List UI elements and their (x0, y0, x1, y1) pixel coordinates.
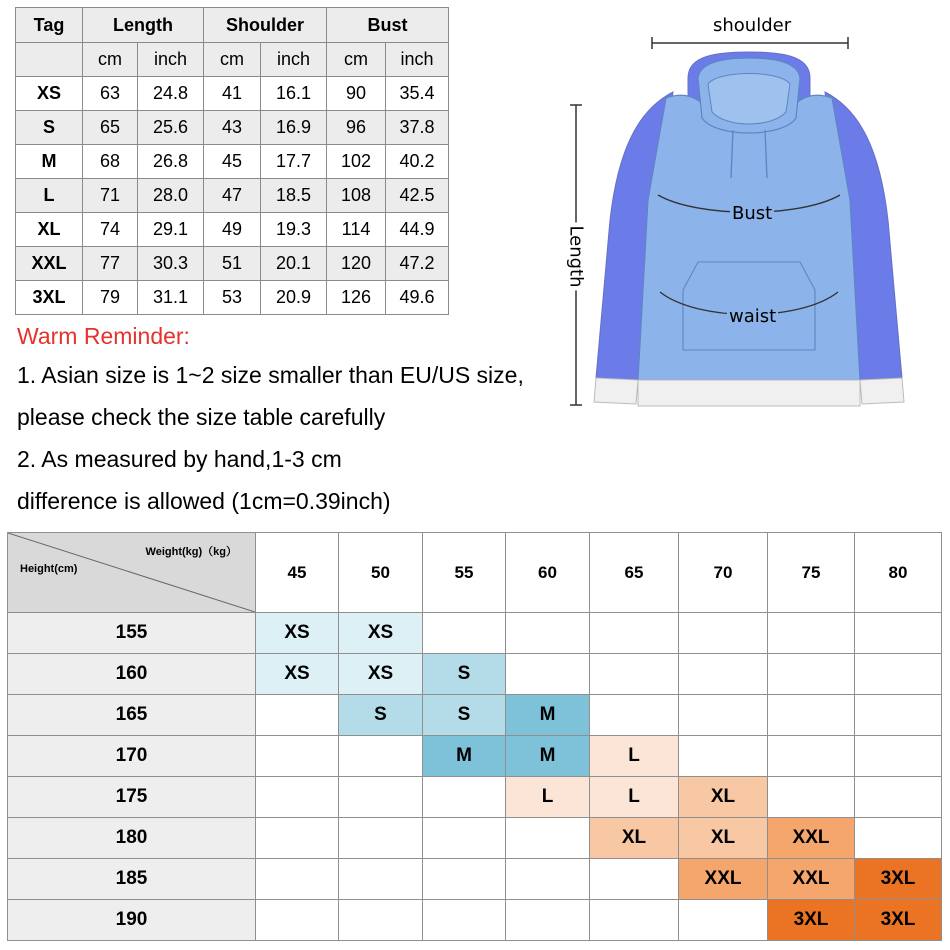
size-value-cell: 40.2 (386, 145, 449, 179)
size-value-cell: 114 (327, 213, 386, 247)
height-label: 160 (8, 654, 256, 695)
size-recommendation-cell (256, 695, 339, 736)
unit-cell: cm (204, 43, 261, 77)
size-tag: XXL (16, 247, 83, 281)
size-recommendation-cell: XXL (768, 859, 855, 900)
size-value-cell: 71 (83, 179, 138, 213)
size-tag: 3XL (16, 281, 83, 315)
size-value-cell: 35.4 (386, 77, 449, 111)
size-table-header-shoulder: Shoulder (204, 8, 327, 43)
size-recommendation-cell: XS (339, 613, 423, 654)
bust-label: Bust (732, 203, 773, 224)
size-recommendation-cell: XL (679, 818, 768, 859)
height-label: 165 (8, 695, 256, 736)
reminder-line-2: please check the size table carefully (17, 404, 386, 430)
height-row-190 (8, 900, 942, 941)
size-table-header-tag: Tag (16, 8, 83, 43)
height-row-180 (8, 818, 942, 859)
size-value-cell: 45 (204, 145, 261, 179)
unit-cell-empty (16, 43, 83, 77)
size-table-header-bust: Bust (327, 8, 449, 43)
size-row-xxl (16, 247, 449, 281)
size-tag: XL (16, 213, 83, 247)
size-value-cell: 43 (204, 111, 261, 145)
size-recommendation-cell (590, 695, 679, 736)
waist-label: waist (729, 306, 777, 327)
size-recommendation-cell (256, 818, 339, 859)
size-value-cell: 25.6 (138, 111, 204, 145)
weight-axis-label: Weight(kg)（kg） (145, 546, 237, 558)
size-value-cell: 24.8 (138, 77, 204, 111)
size-recommendation-cell (590, 900, 679, 941)
weight-header-75: 75 (768, 533, 855, 613)
weight-header-45: 45 (256, 533, 339, 613)
unit-cell: inch (138, 43, 204, 77)
size-value-cell: 47.2 (386, 247, 449, 281)
size-recommendation-cell: S (423, 654, 506, 695)
size-value-cell: 102 (327, 145, 386, 179)
size-value-cell: 41 (204, 77, 261, 111)
size-recommendation-cell (339, 777, 423, 818)
size-recommendation-cell: XXL (768, 818, 855, 859)
length-label: Length (566, 222, 587, 290)
size-value-cell: 49.6 (386, 281, 449, 315)
size-recommendation-cell (590, 613, 679, 654)
size-row-xs (16, 77, 449, 111)
reminder-line-4: difference is allowed (1cm=0.39inch) (17, 488, 391, 514)
unit-cell: inch (261, 43, 327, 77)
size-recommendation-cell: L (590, 736, 679, 777)
size-value-cell: 96 (327, 111, 386, 145)
size-row-xl (16, 213, 449, 247)
size-recommendation-cell (339, 859, 423, 900)
size-recommendation-cell (768, 654, 855, 695)
size-tag: XS (16, 77, 83, 111)
size-value-cell: 68 (83, 145, 138, 179)
size-value-cell: 120 (327, 247, 386, 281)
size-value-cell: 42.5 (386, 179, 449, 213)
shoulder-label: shoulder (713, 15, 792, 36)
size-value-cell: 126 (327, 281, 386, 315)
size-table-units-row (16, 43, 449, 77)
size-value-cell: 49 (204, 213, 261, 247)
size-recommendation-cell (768, 613, 855, 654)
height-label: 175 (8, 777, 256, 818)
unit-cell: cm (327, 43, 386, 77)
height-row-185 (8, 859, 942, 900)
size-tag: L (16, 179, 83, 213)
weight-header-50: 50 (339, 533, 423, 613)
size-recommendation-cell (679, 900, 768, 941)
size-recommendation-cell (768, 695, 855, 736)
size-value-cell: 44.9 (386, 213, 449, 247)
size-value-cell: 51 (204, 247, 261, 281)
size-recommendation-cell (506, 900, 590, 941)
height-label: 185 (8, 859, 256, 900)
size-recommendation-cell (256, 859, 339, 900)
size-recommendation-cell: 3XL (855, 859, 942, 900)
size-recommendation-cell (855, 695, 942, 736)
size-value-cell: 65 (83, 111, 138, 145)
size-recommendation-cell (855, 736, 942, 777)
size-recommendation-cell (423, 777, 506, 818)
size-value-cell: 28.0 (138, 179, 204, 213)
size-value-cell: 16.9 (261, 111, 327, 145)
size-recommendation-cell (679, 654, 768, 695)
size-value-cell: 77 (83, 247, 138, 281)
size-value-cell: 37.8 (386, 111, 449, 145)
weight-header-55: 55 (423, 533, 506, 613)
size-recommendation-cell: XXL (679, 859, 768, 900)
size-recommendation-cell (256, 777, 339, 818)
unit-cell: cm (83, 43, 138, 77)
height-row-160 (8, 654, 942, 695)
size-value-cell: 63 (83, 77, 138, 111)
weight-header-60: 60 (506, 533, 590, 613)
size-table (15, 7, 449, 315)
weight-header-70: 70 (679, 533, 768, 613)
height-row-165 (8, 695, 942, 736)
reminder-line-1: 1. Asian size is 1~2 size smaller than EU/US size, (17, 362, 524, 388)
size-row-s (16, 111, 449, 145)
height-label: 190 (8, 900, 256, 941)
size-recommendation-cell (590, 654, 679, 695)
size-value-cell: 108 (327, 179, 386, 213)
size-recommendation-cell (423, 613, 506, 654)
size-value-cell: 47 (204, 179, 261, 213)
size-recommendation-cell (506, 859, 590, 900)
size-value-cell: 30.3 (138, 247, 204, 281)
size-recommendation-cell: XS (256, 613, 339, 654)
size-recommendation-cell (855, 777, 942, 818)
size-recommendation-cell: XL (679, 777, 768, 818)
size-value-cell: 74 (83, 213, 138, 247)
unit-cell: inch (386, 43, 449, 77)
size-recommendation-cell (855, 613, 942, 654)
size-recommendation-cell (590, 859, 679, 900)
size-recommendation-cell (423, 818, 506, 859)
size-recommendation-cell: S (339, 695, 423, 736)
size-recommendation-cell: XL (590, 818, 679, 859)
size-recommendation-cell: 3XL (855, 900, 942, 941)
height-label: 180 (8, 818, 256, 859)
height-row-155 (8, 613, 942, 654)
size-row-3xl (16, 281, 449, 315)
reminder-title: Warm Reminder: (17, 323, 190, 349)
size-value-cell: 16.1 (261, 77, 327, 111)
size-recommendation-cell (506, 654, 590, 695)
size-value-cell: 17.7 (261, 145, 327, 179)
height-row-175 (8, 777, 942, 818)
size-value-cell: 31.1 (138, 281, 204, 315)
size-recommendation-cell: M (423, 736, 506, 777)
size-recommendation-cell (423, 859, 506, 900)
height-weight-chart (7, 532, 942, 941)
size-recommendation-cell (506, 818, 590, 859)
size-recommendation-cell (339, 736, 423, 777)
size-recommendation-cell: XS (339, 654, 423, 695)
weight-header-80: 80 (855, 533, 942, 613)
size-value-cell: 19.3 (261, 213, 327, 247)
size-recommendation-cell (855, 818, 942, 859)
size-recommendation-cell (768, 736, 855, 777)
size-value-cell: 26.8 (138, 145, 204, 179)
size-value-cell: 20.1 (261, 247, 327, 281)
size-recommendation-cell (679, 736, 768, 777)
size-value-cell: 18.5 (261, 179, 327, 213)
size-tag: S (16, 111, 83, 145)
height-label: 155 (8, 613, 256, 654)
reminder-line-3: 2. As measured by hand,1-3 cm (17, 446, 342, 472)
size-value-cell: 90 (327, 77, 386, 111)
size-recommendation-cell (339, 818, 423, 859)
size-recommendation-cell (679, 695, 768, 736)
size-row-m (16, 145, 449, 179)
weight-header-65: 65 (590, 533, 679, 613)
size-recommendation-cell: S (423, 695, 506, 736)
size-tag: M (16, 145, 83, 179)
size-recommendation-cell: L (506, 777, 590, 818)
size-recommendation-cell: 3XL (768, 900, 855, 941)
size-recommendation-cell (506, 613, 590, 654)
size-recommendation-cell (256, 900, 339, 941)
size-recommendation-cell (768, 777, 855, 818)
warm-reminder (17, 318, 562, 522)
height-axis-label: Height(cm) (20, 563, 78, 575)
size-value-cell: 20.9 (261, 281, 327, 315)
size-value-cell: 53 (204, 281, 261, 315)
size-row-l (16, 179, 449, 213)
size-recommendation-cell: L (590, 777, 679, 818)
chart-corner-cell (8, 533, 256, 613)
size-value-cell: 29.1 (138, 213, 204, 247)
height-label: 170 (8, 736, 256, 777)
size-recommendation-cell (679, 613, 768, 654)
size-value-cell: 79 (83, 281, 138, 315)
size-table-header-length: Length (83, 8, 204, 43)
size-recommendation-cell: M (506, 695, 590, 736)
height-row-170 (8, 736, 942, 777)
size-recommendation-cell (339, 900, 423, 941)
size-recommendation-cell (256, 736, 339, 777)
size-recommendation-cell: XS (256, 654, 339, 695)
size-recommendation-cell: M (506, 736, 590, 777)
size-recommendation-cell (855, 654, 942, 695)
hoodie-measurement-diagram (548, 0, 950, 430)
size-recommendation-cell (423, 900, 506, 941)
